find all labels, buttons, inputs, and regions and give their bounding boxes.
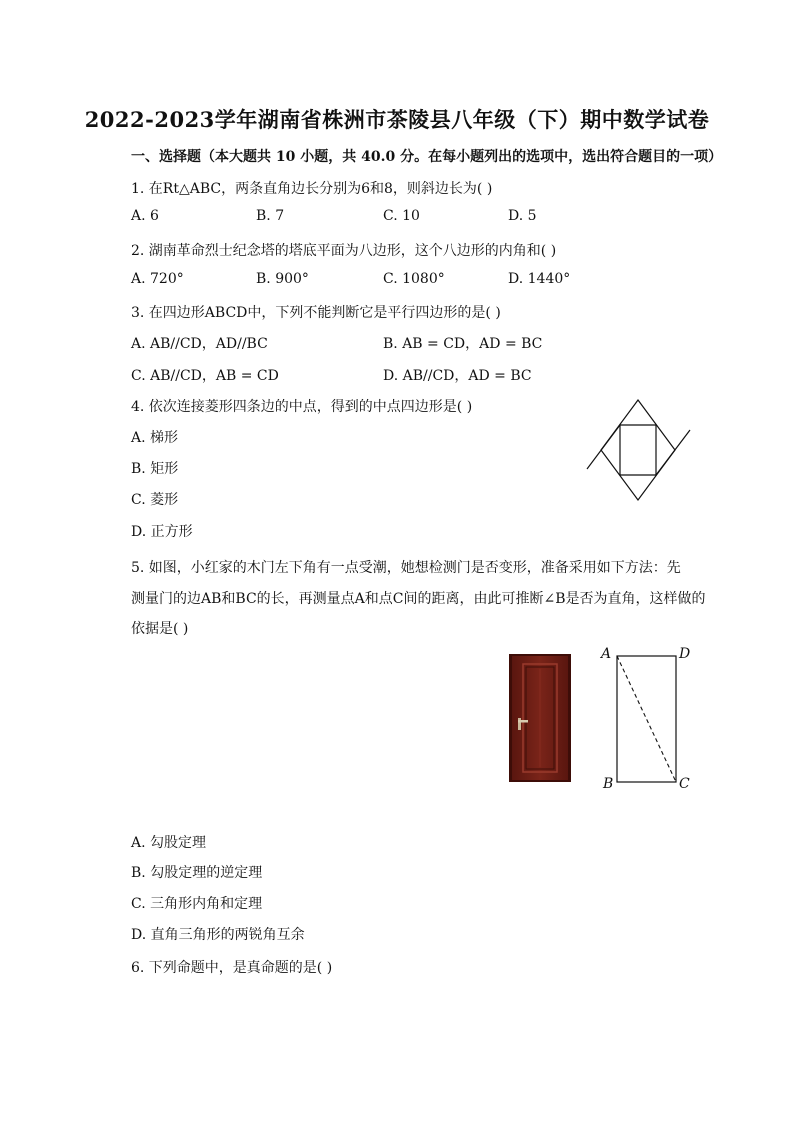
question-1-option-a: A. 6 xyxy=(131,208,159,224)
question-5-stem-line-3: 依据是( ) xyxy=(131,621,189,637)
question-4-stem: 4. 依次连接菱形四条边的中点，得到的中点四边形是( ) xyxy=(131,399,473,415)
question-2-option-d: D. 1440° xyxy=(508,271,571,287)
question-1-stem: 1. 在Rt△ABC，两条直角边长分别为6和8，则斜边长为( ) xyxy=(131,181,493,197)
door-rectangle-diagram xyxy=(598,645,698,795)
question-3-option-a: A. AB//CD，AD//BC xyxy=(131,336,268,352)
question-2-option-b: B. 900° xyxy=(256,271,309,287)
question-4-option-d: D. 正方形 xyxy=(131,524,193,540)
question-2-option-c: C. 1080° xyxy=(383,271,445,287)
question-1-option-d: D. 5 xyxy=(508,208,537,224)
question-5-option-d: D. 直角三角形的两锐角互余 xyxy=(131,927,305,943)
question-3-option-c: C. AB//CD，AB = CD xyxy=(131,368,279,384)
question-1-option-c: C. 10 xyxy=(383,208,420,224)
question-4-option-a: A. 梯形 xyxy=(131,430,179,446)
question-3-stem: 3. 在四边形ABCD中，下列不能判断它是平行四边形的是( ) xyxy=(131,305,501,321)
section-heading: 一、选择题（本大题共 10 小题，共 40.0 分。在每小题列出的选项中，选出符合题目的一项） xyxy=(131,149,723,165)
question-6-stem: 6. 下列命题中，是真命题的是( ) xyxy=(131,960,333,976)
question-4-option-b: B. 矩形 xyxy=(131,461,179,477)
label-a: A xyxy=(601,646,612,662)
page-title: 2022-2023学年湖南省株洲市茶陵县八年级（下）期中数学试卷 xyxy=(84,107,710,132)
question-4-option-c: C. 菱形 xyxy=(131,492,179,508)
label-c: C xyxy=(679,776,690,792)
question-5-option-c: C. 三角形内角和定理 xyxy=(131,896,263,912)
question-5-stem-line-1: 5. 如图，小红家的木门左下角有一点受潮，她想检测门是否变形，准备采用如下方法：先 xyxy=(131,560,681,576)
question-2-stem: 2. 湖南革命烈士纪念塔的塔底平面为八边形，这个八边形的内角和( ) xyxy=(131,243,557,259)
rhombus-figure xyxy=(585,398,695,502)
question-5-option-a: A. 勾股定理 xyxy=(131,835,207,851)
question-2-option-a: A. 720° xyxy=(131,271,184,287)
question-3-option-d: D. AB//CD，AD = BC xyxy=(383,368,532,384)
label-b: B xyxy=(603,776,614,792)
question-3-option-b: B. AB = CD，AD = BC xyxy=(383,336,543,352)
question-5-option-b: B. 勾股定理的逆定理 xyxy=(131,865,263,881)
question-5-stem-line-2: 测量门的边AB和BC的长，再测量点A和点C间的距离，由此可推断∠B是否为直角，这样做的 xyxy=(131,591,706,607)
wooden-door-picture xyxy=(509,654,571,782)
question-1-option-b: B. 7 xyxy=(256,208,285,224)
label-d: D xyxy=(679,646,691,662)
